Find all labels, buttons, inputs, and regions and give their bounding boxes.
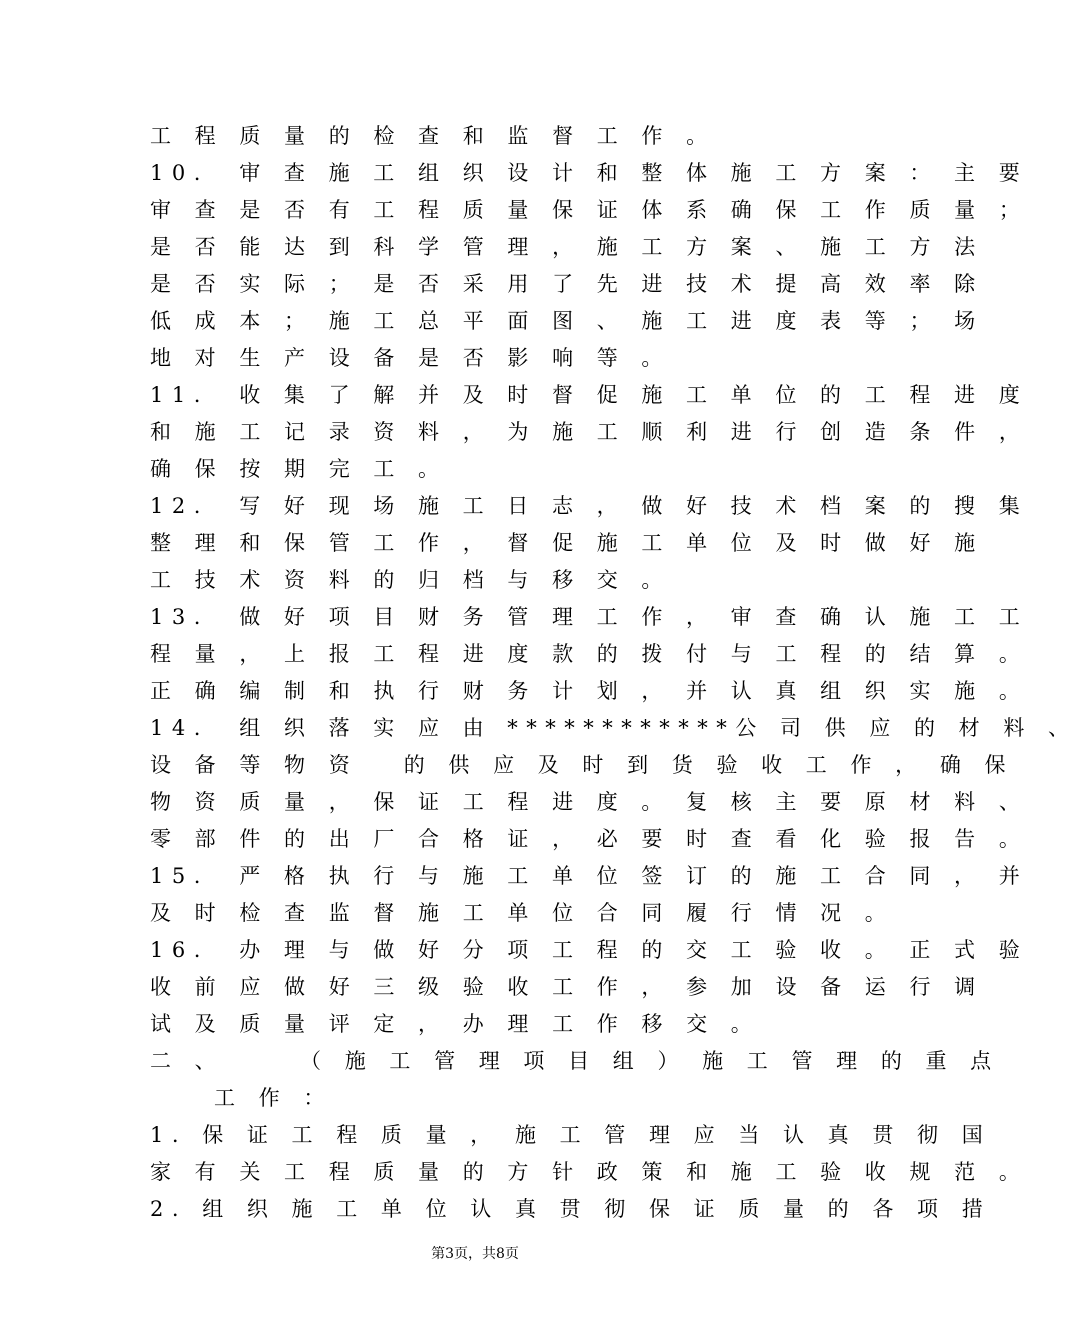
text-line: 确 保 按 期 完 工 。 — [150, 457, 448, 481]
text-line: 工 技 术 资 料 的 归 档 与 移 交 。 — [150, 568, 671, 592]
text-line: 设 备 等 物 资 的 供 应 及 时 到 货 验 收 工 作 ， 确 保 — [150, 753, 1015, 777]
text-line: 家 有 关 工 程 质 量 的 方 针 政 策 和 施 工 验 收 规 范 。 — [150, 1160, 1029, 1184]
text-line: 13. 做 好 项 目 财 务 管 理 工 作 ， 审 查 确 认 施 工 工 — [150, 605, 1029, 629]
text-line: 收 前 应 做 好 三 级 验 收 工 作 ， 参 加 设 备 运 行 调 — [150, 975, 984, 999]
text-line: 试 及 质 量 评 定 ， 办 理 工 作 移 交 。 — [150, 1012, 761, 1036]
text-line: 12. 写 好 现 场 施 工 日 志 ， 做 好 技 术 档 案 的 搜 集 — [150, 494, 1029, 518]
text-line: 物 资 质 量 ， 保 证 工 程 进 度 。 复 核 主 要 原 材 料 、 — [150, 790, 1029, 814]
section-heading-continued: 工 作 ： — [214, 1086, 333, 1110]
text-line: 及 时 检 查 监 督 施 工 单 位 合 同 履 行 情 况 。 — [150, 901, 895, 925]
text-line: 程 量 ， 上 报 工 程 进 度 款 的 拨 付 与 工 程 的 结 算 。 — [150, 642, 1029, 666]
text-line: 和 施 工 记 录 资 料 ， 为 施 工 顺 利 进 行 创 造 条 件 ， — [150, 420, 1029, 444]
text-line: 11. 收 集 了 解 并 及 时 督 促 施 工 单 位 的 工 程 进 度 — [150, 383, 1029, 407]
text-line: 整 理 和 保 管 工 作 ， 督 促 施 工 单 位 及 时 做 好 施 — [150, 531, 984, 555]
text-line: 14. 组 织 落 实 应 由 ************公 司 供 应 的 材 料 、 — [150, 716, 1078, 740]
text-line: 审 查 是 否 有 工 程 质 量 保 证 体 系 确 保 工 作 质 量 ； — [150, 198, 1029, 222]
text-line: 低 成 本 ； 施 工 总 平 面 图 、 施 工 进 度 表 等 ； 场 — [150, 309, 984, 333]
text-line: 15. 严 格 执 行 与 施 工 单 位 签 订 的 施 工 合 同 ， 并 — [150, 864, 1029, 888]
text-line: 零 部 件 的 出 厂 合 格 证 ， 必 要 时 查 看 化 验 报 告 。 — [150, 827, 1029, 851]
page-number-footer: 第3页，共8页 — [431, 1246, 519, 1262]
text-line: 10. 审 查 施 工 组 织 设 计 和 整 体 施 工 方 案 ： 主 要 — [150, 161, 1029, 185]
text-line: 地 对 生 产 设 备 是 否 影 响 等 。 — [150, 346, 671, 370]
text-line: 工 程 质 量 的 检 查 和 监 督 工 作 。 — [150, 124, 716, 148]
text-line: 是 否 实 际 ； 是 否 采 用 了 先 进 技 术 提 高 效 率 除 — [150, 272, 984, 296]
document-body — [150, 118, 1078, 1228]
text-line: 正 确 编 制 和 执 行 财 务 计 划 ， 并 认 真 组 织 实 施 。 — [150, 679, 1029, 703]
text-line: 是 否 能 达 到 科 学 管 理 ， 施 工 方 案 、 施 工 方 法 — [150, 235, 984, 259]
text-line: 1. 保 证 工 程 质 量 ， 施 工 管 理 应 当 认 真 贯 彻 国 — [150, 1123, 992, 1147]
section-heading: 二 、 （ 施 工 管 理 项 目 组 ） 施 工 管 理 的 重 点 — [150, 1049, 1000, 1073]
text-line: 16. 办 理 与 做 好 分 项 工 程 的 交 工 验 收 。 正 式 验 — [150, 938, 1029, 962]
text-line: 2. 组 织 施 工 单 位 认 真 贯 彻 保 证 质 量 的 各 项 措 — [150, 1197, 992, 1221]
